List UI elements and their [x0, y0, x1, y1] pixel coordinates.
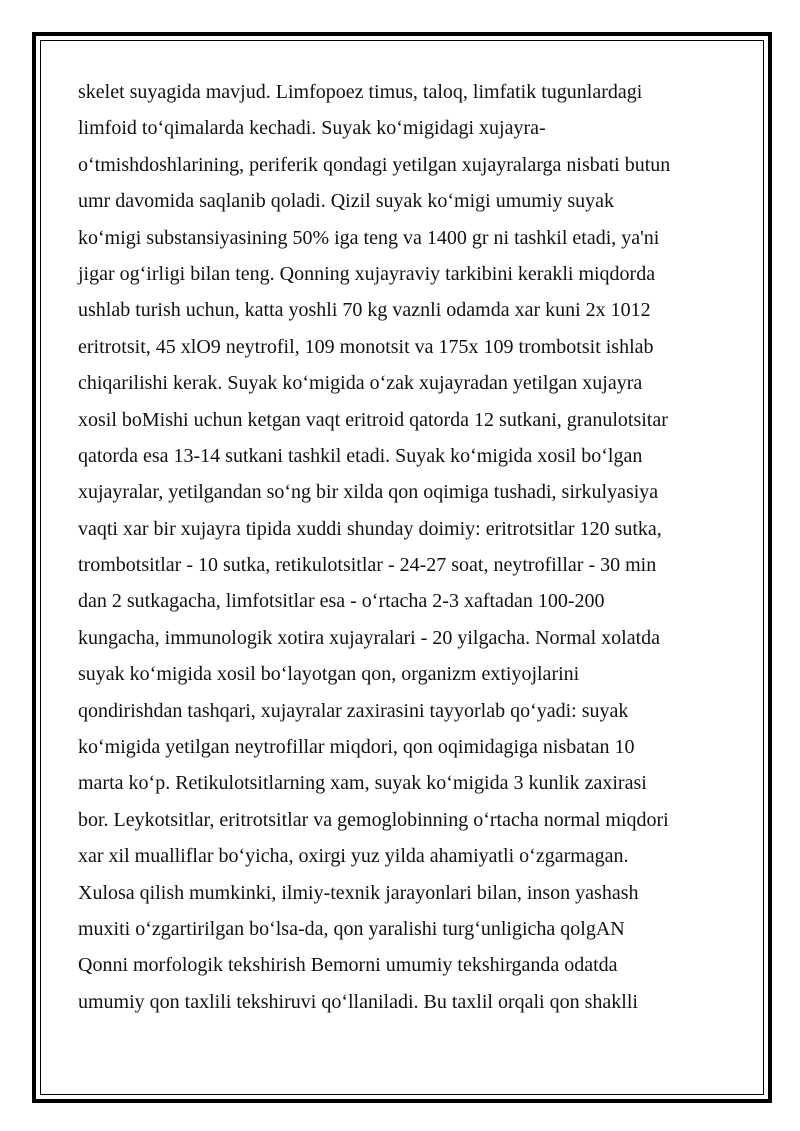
- text-line: marta ko‘p. Retikulotsitlarning xam, suyak ko‘migida 3 kunlik zaxirasi: [78, 772, 647, 795]
- text-line: umr davomida saqlanib qoladi. Qizil suyak ko‘migi umumiy suyak: [78, 190, 615, 213]
- text-line: xujayralar, yetilgandan so‘ng bir xilda qon oqimiga tushadi, sirkulyasiya: [78, 481, 659, 504]
- text-line: jigar og‘irligi bilan teng. Qonning xujayraviy tarkibini kerakli miqdorda: [78, 262, 656, 285]
- text-line: bor. Leykotsitlar, eritrotsitlar va gemoglobinning o‘rtacha normal miqdori: [78, 808, 669, 831]
- text-line: o‘tmishdoshlarining, periferik qondagi yetilgan xujayralarga nisbati butun: [78, 153, 671, 176]
- text-line: ushlab turish uchun, katta yoshli 70 kg vaznli odamda xar kuni 2x 1012: [78, 299, 651, 322]
- text-line: dan 2 sutkagacha, limfotsitlar esa - o‘rtacha 2-3 xaftadan 100-200: [78, 590, 605, 613]
- text-line: kungacha, immunologik xotira xujayralari - 20 yilgacha. Normal xolatda: [78, 626, 661, 649]
- text-line: eritrotsit, 45 xlO9 neytrofil, 109 monotsit va 175x 109 trombotsit ishlab: [78, 335, 654, 358]
- text-line: vaqti xar bir xujayra tipida xuddi shunday doimiy: eritrotsitlar 120 sutka,: [78, 517, 662, 540]
- text-line: limfoid to‘qimalarda kechadi. Suyak ko‘migidagi xujayra-: [78, 117, 546, 140]
- document-body: [78, 74, 718, 1020]
- text-line: muxiti o‘zgartirilgan bo‘lsa-da, qon yaralishi turg‘unligicha qolgAN: [78, 917, 625, 940]
- text-line: Xulosa qilish mumkinki, ilmiy-texnik jarayonlari bilan, inson yashash: [78, 881, 639, 904]
- text-line: qatorda esa 13-14 sutkani tashkil etadi. Suyak ko‘migida xosil bo‘lgan: [78, 444, 643, 467]
- text-line: ko‘migi substansiyasining 50% iga teng va 1400 gr ni tashkil etadi, ya'ni: [78, 226, 660, 249]
- text-line: chiqarilishi kerak. Suyak ko‘migida o‘zak xujayradan yetilgan xujayra: [78, 372, 643, 395]
- text-line: Qonni morfologik tekshirish Bemorni umumiy tekshirganda odatda: [78, 954, 618, 977]
- text-line: trombotsitlar - 10 sutka, retikulotsitlar - 24-27 soat, neytrofillar - 30 min: [78, 554, 657, 577]
- text-line: ko‘migida yetilgan neytrofillar miqdori, qon oqimidagiga nisbatan 10: [78, 736, 635, 759]
- text-line: skelet suyagida mavjud. Limfopoez timus, taloq, limfatik tugunlardagi: [78, 81, 643, 103]
- text-line: suyak ko‘migida xosil bo‘layotgan qon, organizm extiyojlarini: [78, 663, 580, 686]
- text-line: qondirishdan tashqari, xujayralar zaxirasini tayyorlab qo‘yadi: suyak: [78, 699, 629, 722]
- text-line: xosil boMishi uchun ketgan vaqt eritroid qatorda 12 sutkani, granulotsitar: [78, 408, 668, 431]
- text-line: xar xil mualliflar bo‘yicha, oxirgi yuz yilda ahamiyatli o‘zgarmagan.: [78, 845, 629, 868]
- text-line: umumiy qon taxlili tekshiruvi qo‘llaniladi. Bu taxlil orqali qon shaklli: [78, 990, 638, 1013]
